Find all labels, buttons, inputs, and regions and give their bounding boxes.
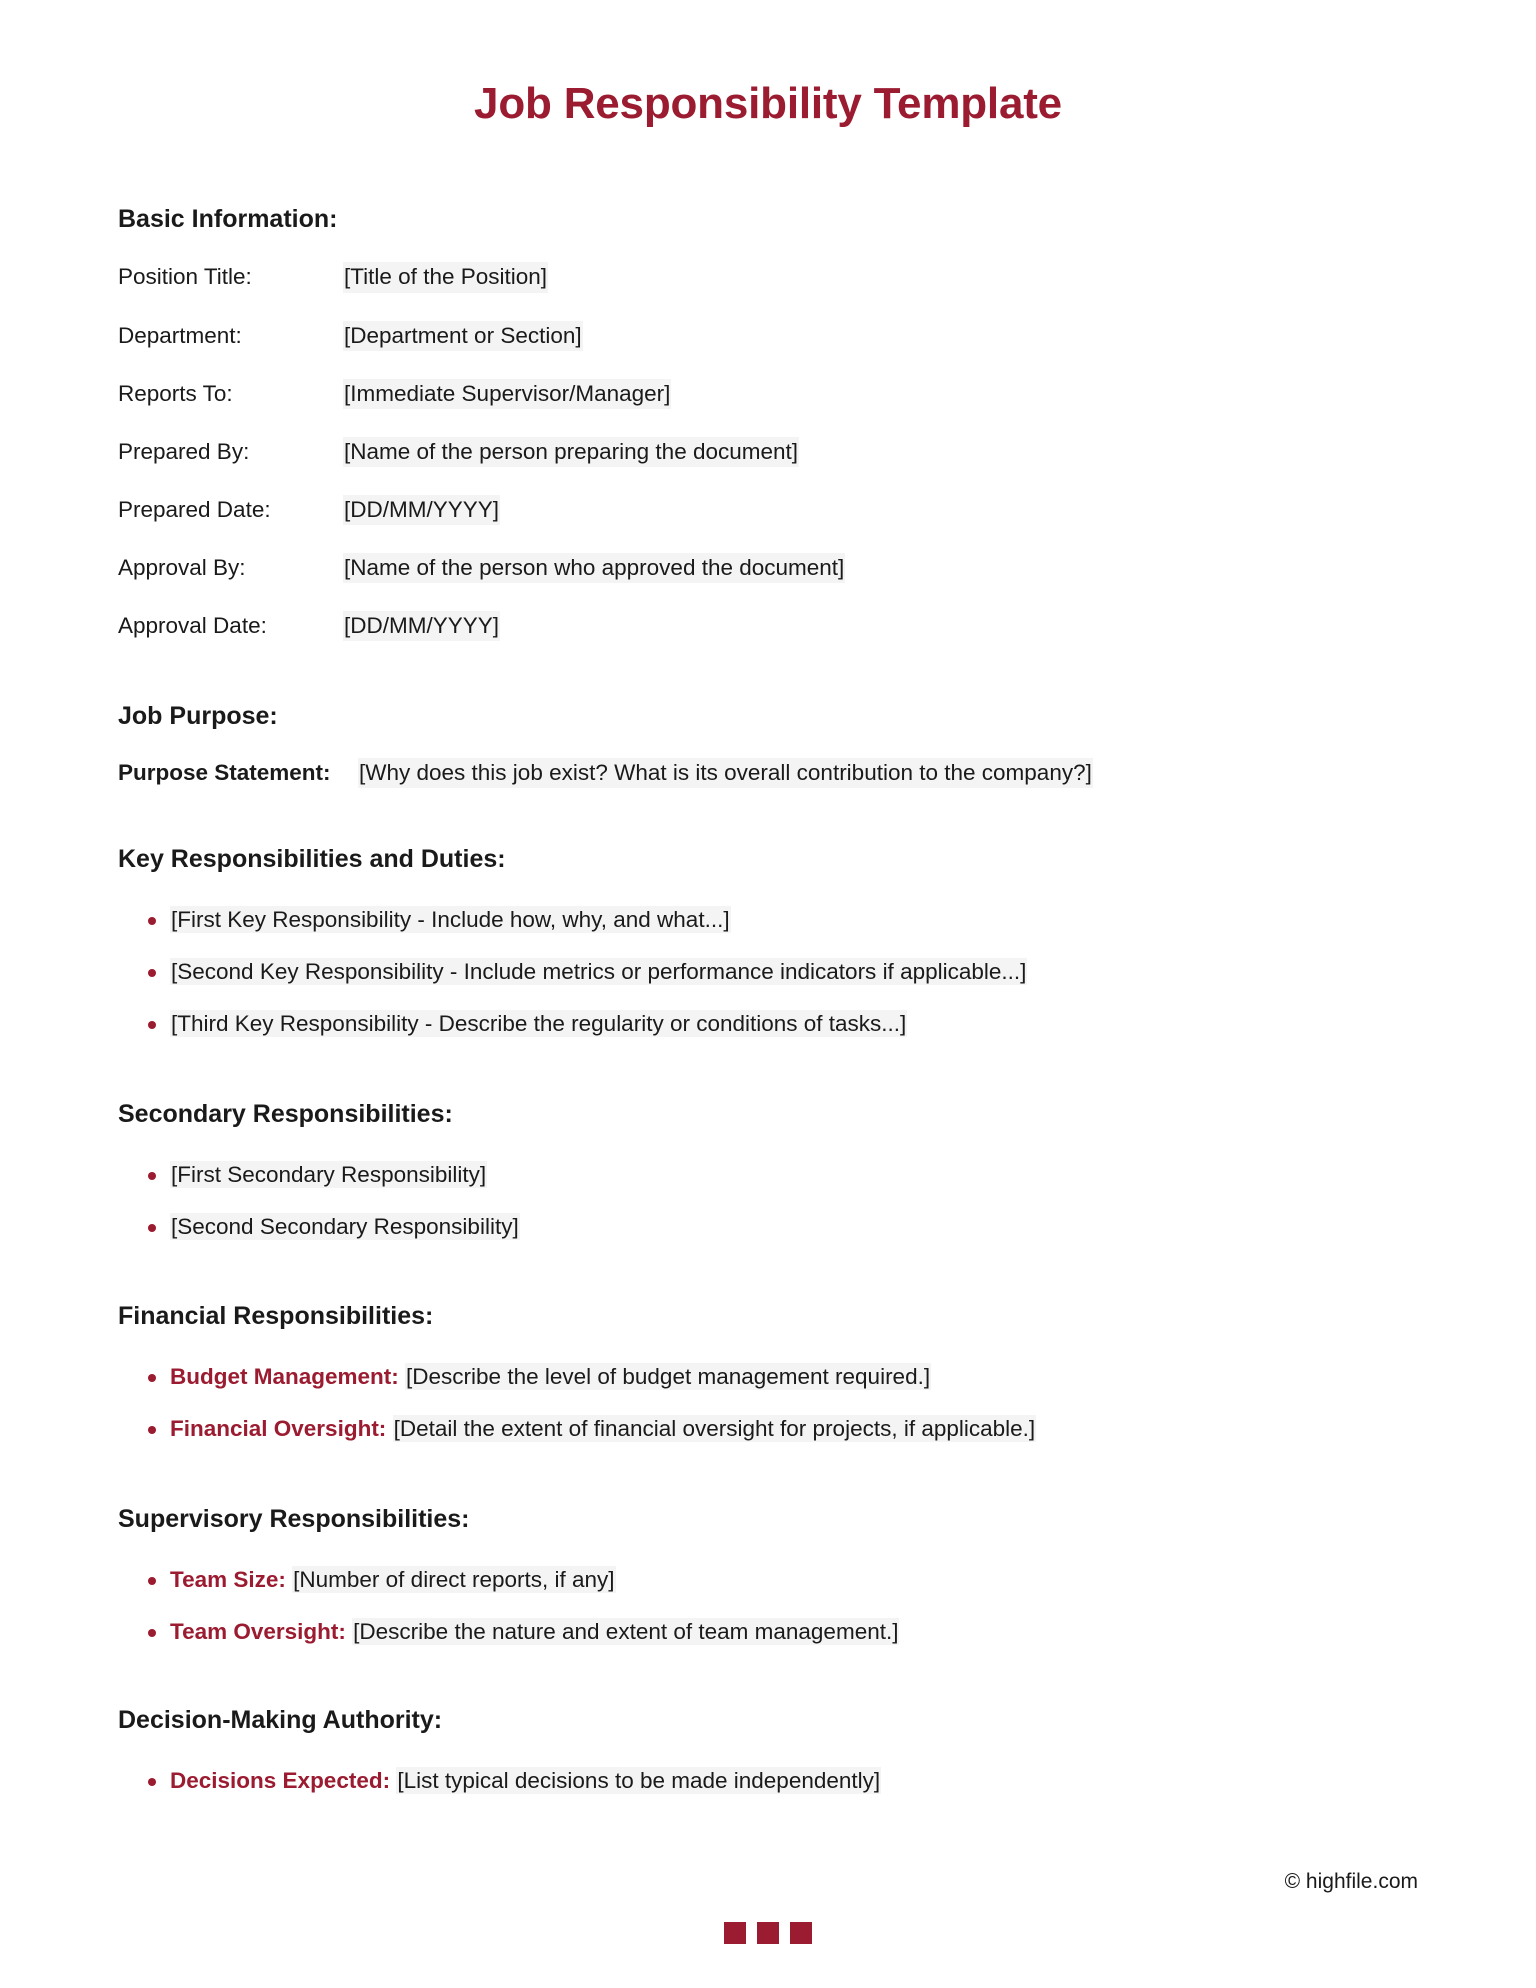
section-heading-financial-responsibilities: Financial Responsibilities: (118, 1302, 434, 1331)
list-item-text: [First Key Responsibility - Include how, why, and what...] (171, 907, 730, 933)
list-item (118, 1767, 1418, 1796)
secondary-responsibilities-list (118, 1161, 1418, 1242)
section-heading-key-responsibilities: Key Responsibilities and Duties: (118, 845, 506, 874)
square-mark-icon (724, 1922, 746, 1944)
list-item-text: [Third Key Responsibility - Describe the regularity or conditions of tasks...] (171, 1010, 907, 1036)
info-row-approval-by (118, 553, 1418, 583)
section-heading-job-purpose: Job Purpose: (118, 702, 278, 731)
section-heading-basic-information: Basic Information: (118, 205, 338, 234)
info-value: [DD/MM/YYYY] (343, 611, 500, 641)
list-item-label: Team Oversight: (170, 1618, 346, 1644)
list-item (118, 1415, 1418, 1444)
info-value: [Department or Section] (343, 321, 583, 351)
square-mark-icon (790, 1922, 812, 1944)
footer-decorative-marks (0, 1922, 1536, 1944)
info-row-reports-to (118, 379, 1418, 409)
list-item-label: Financial Oversight: (170, 1416, 387, 1442)
list-item-label: Decisions Expected: (170, 1767, 391, 1793)
info-value: [Title of the Position] (343, 262, 548, 292)
info-label: Department: (118, 322, 242, 348)
list-item-label: Team Size: (170, 1566, 286, 1592)
info-value: [Name of the person preparing the document] (343, 437, 799, 467)
info-label: Prepared Date: (118, 496, 271, 522)
info-label: Approval By: (118, 555, 246, 581)
section-heading-decision-making-authority: Decision-Making Authority: (118, 1705, 443, 1734)
key-responsibilities-list (118, 906, 1418, 1038)
footer-copyright: © highfile.com (1284, 1870, 1418, 1893)
section-heading-secondary-responsibilities: Secondary Responsibilities: (118, 1099, 453, 1128)
list-item-text: [First Secondary Responsibility] (171, 1161, 487, 1187)
info-row-department (118, 321, 1418, 351)
info-row-position-title (118, 262, 1418, 292)
info-label: Prepared By: (118, 438, 250, 464)
info-value: [DD/MM/YYYY] (343, 495, 500, 525)
basic-information-list (118, 262, 1418, 641)
purpose-statement-row (118, 758, 1418, 788)
info-value: [Immediate Supervisor/Manager] (343, 379, 671, 409)
info-row-prepared-date (118, 495, 1418, 525)
supervisory-responsibilities-list (118, 1566, 1418, 1647)
list-item-text: [Describe the nature and extent of team management.] (353, 1618, 899, 1644)
list-item (118, 1010, 1418, 1039)
list-item-label: Budget Management: (170, 1364, 399, 1390)
list-item (118, 1161, 1418, 1190)
info-row-prepared-by (118, 437, 1418, 467)
list-item (118, 1566, 1418, 1595)
purpose-statement-label: Purpose Statement: (118, 760, 331, 786)
list-item-text: [Second Key Responsibility - Include metrics or performance indicators if applicable...] (171, 959, 1027, 985)
list-item-text: [Describe the level of budget management required.] (406, 1364, 931, 1390)
decision-making-authority-list (118, 1767, 1418, 1796)
info-label: Position Title: (118, 264, 252, 290)
page-title: Job Responsibility Template (474, 79, 1062, 128)
list-item (118, 906, 1418, 935)
list-item-text: [Detail the extent of financial oversight for projects, if applicable.] (393, 1416, 1036, 1442)
financial-responsibilities-list (118, 1363, 1418, 1444)
square-mark-icon (757, 1922, 779, 1944)
list-item (118, 958, 1418, 987)
list-item (118, 1213, 1418, 1242)
list-item (118, 1363, 1418, 1392)
list-item-text: [Second Secondary Responsibility] (171, 1213, 519, 1239)
info-value: [Name of the person who approved the document] (343, 553, 845, 583)
info-label: Approval Date: (118, 613, 267, 639)
info-row-approval-date (118, 611, 1418, 641)
list-item (118, 1618, 1418, 1647)
list-item-text: [Number of direct reports, if any] (293, 1566, 615, 1592)
section-heading-supervisory-responsibilities: Supervisory Responsibilities: (118, 1504, 470, 1533)
list-item-text: [List typical decisions to be made independently] (397, 1767, 881, 1793)
purpose-statement-value: [Why does this job exist? What is its overall contribution to the company?] (358, 758, 1093, 788)
info-label: Reports To: (118, 380, 233, 406)
